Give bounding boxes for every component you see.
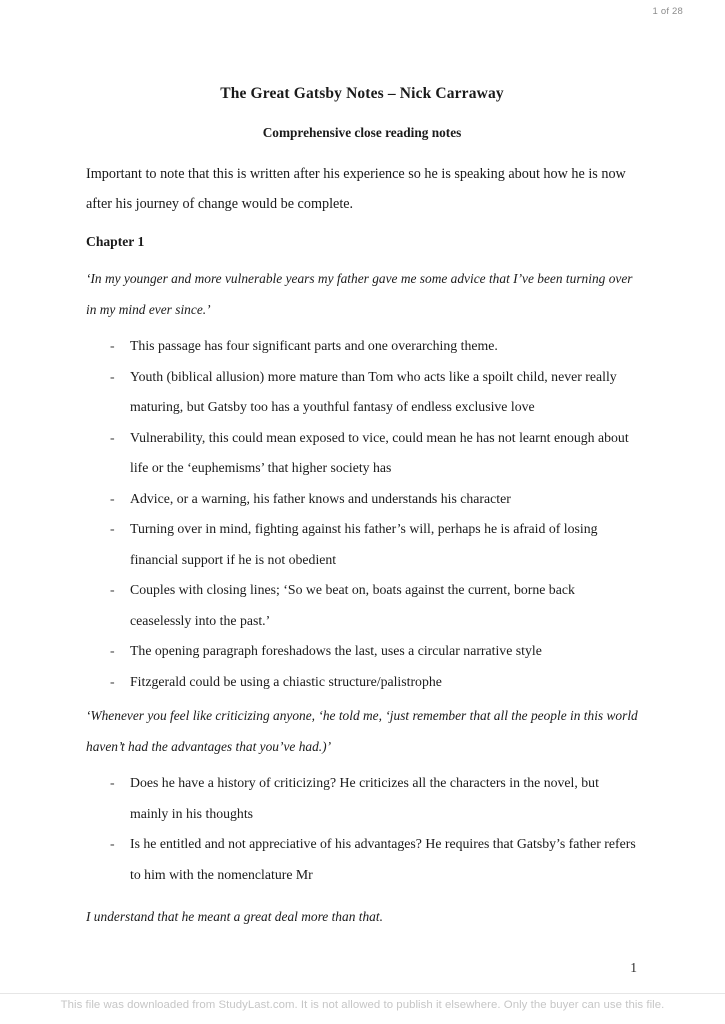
bullet-marker-icon: - bbox=[110, 582, 115, 598]
list-item-text: The opening paragraph foreshadows the last, uses a circular narrative style bbox=[130, 643, 542, 659]
list-item bbox=[86, 768, 638, 829]
intro-paragraph: Important to note that this is written after his experience so he is speaking about how he is now after his journey of change would be complete. bbox=[86, 165, 626, 213]
list-item-text: Fitzgerald could be using a chiastic structure/palistrophe bbox=[130, 673, 442, 689]
list-item-text: Advice, or a warning, his father knows and understands his character bbox=[130, 490, 511, 506]
bullet-list-one bbox=[86, 331, 638, 697]
bullet-marker-icon: - bbox=[110, 338, 115, 354]
list-item bbox=[86, 484, 638, 515]
bullet-marker-icon: - bbox=[110, 368, 115, 384]
list-item-text: Vulnerability, this could mean exposed to vice, could mean he has not learnt enough about life or the ‘euphemisms’ that higher society has bbox=[130, 429, 629, 476]
bullet-marker-icon: - bbox=[110, 521, 115, 537]
list-item bbox=[86, 514, 638, 575]
list-item bbox=[86, 667, 638, 698]
list-item-text: Youth (biblical allusion) more mature than Tom who acts like a spoilt child, never really maturing, but Gatsby too has a youthful fantasy of endless exclusive love bbox=[130, 368, 617, 415]
page-number: 1 bbox=[630, 960, 637, 975]
list-item bbox=[86, 829, 638, 890]
page-indicator: 1 of 28 bbox=[652, 6, 683, 17]
footer-divider bbox=[0, 993, 725, 994]
bullet-marker-icon: - bbox=[110, 836, 115, 852]
list-item bbox=[86, 362, 638, 423]
quotation-one: ‘In my younger and more vulnerable years my father gave me some advice that I’ve been turning over in my mind ever since.’ bbox=[86, 271, 633, 317]
bullet-marker-icon: - bbox=[110, 429, 115, 445]
bullet-marker-icon: - bbox=[110, 775, 115, 791]
list-item-text: Couples with closing lines; ‘So we beat on, boats against the current, borne back ceaselessly into the past.’ bbox=[130, 582, 575, 628]
bullet-list-two bbox=[86, 768, 638, 890]
list-item bbox=[86, 575, 638, 636]
closing-line: I understand that he meant a great deal more than that. bbox=[86, 909, 383, 925]
footer-notice: This file was downloaded from StudyLast.com. It is not allowed to publish it elsewhere. Only the buyer can use this file. bbox=[60, 999, 665, 1011]
list-item-text: Does he have a history of criticizing? He criticizes all the characters in the novel, but mainly in his thoughts bbox=[130, 775, 599, 821]
bullet-marker-icon: - bbox=[110, 643, 115, 659]
document-subtitle: Comprehensive close reading notes bbox=[262, 124, 462, 140]
list-item-text: Turning over in mind, fighting against his father’s will, perhaps he is afraid of losing financial support if he is not obedient bbox=[130, 521, 598, 567]
list-item-text: Is he entitled and not appreciative of his advantages? He requires that Gatsby’s father refers to him with the nomenclature Mr bbox=[130, 836, 636, 882]
list-item bbox=[86, 331, 638, 362]
list-item bbox=[86, 636, 638, 667]
document-content bbox=[86, 84, 638, 933]
bullet-marker-icon: - bbox=[110, 490, 115, 506]
document-title: The Great Gatsby Notes – Nick Carraway bbox=[220, 85, 504, 102]
list-item bbox=[86, 423, 638, 484]
chapter-heading: Chapter 1 bbox=[86, 233, 145, 249]
quotation-two: ‘Whenever you feel like criticizing anyone, ‘he told me, ‘just remember that all the people in this world haven’t had the advantages that you’ve had.)’ bbox=[86, 708, 638, 754]
bullet-marker-icon: - bbox=[110, 673, 115, 689]
list-item-text: This passage has four significant parts and one overarching theme. bbox=[130, 338, 498, 354]
